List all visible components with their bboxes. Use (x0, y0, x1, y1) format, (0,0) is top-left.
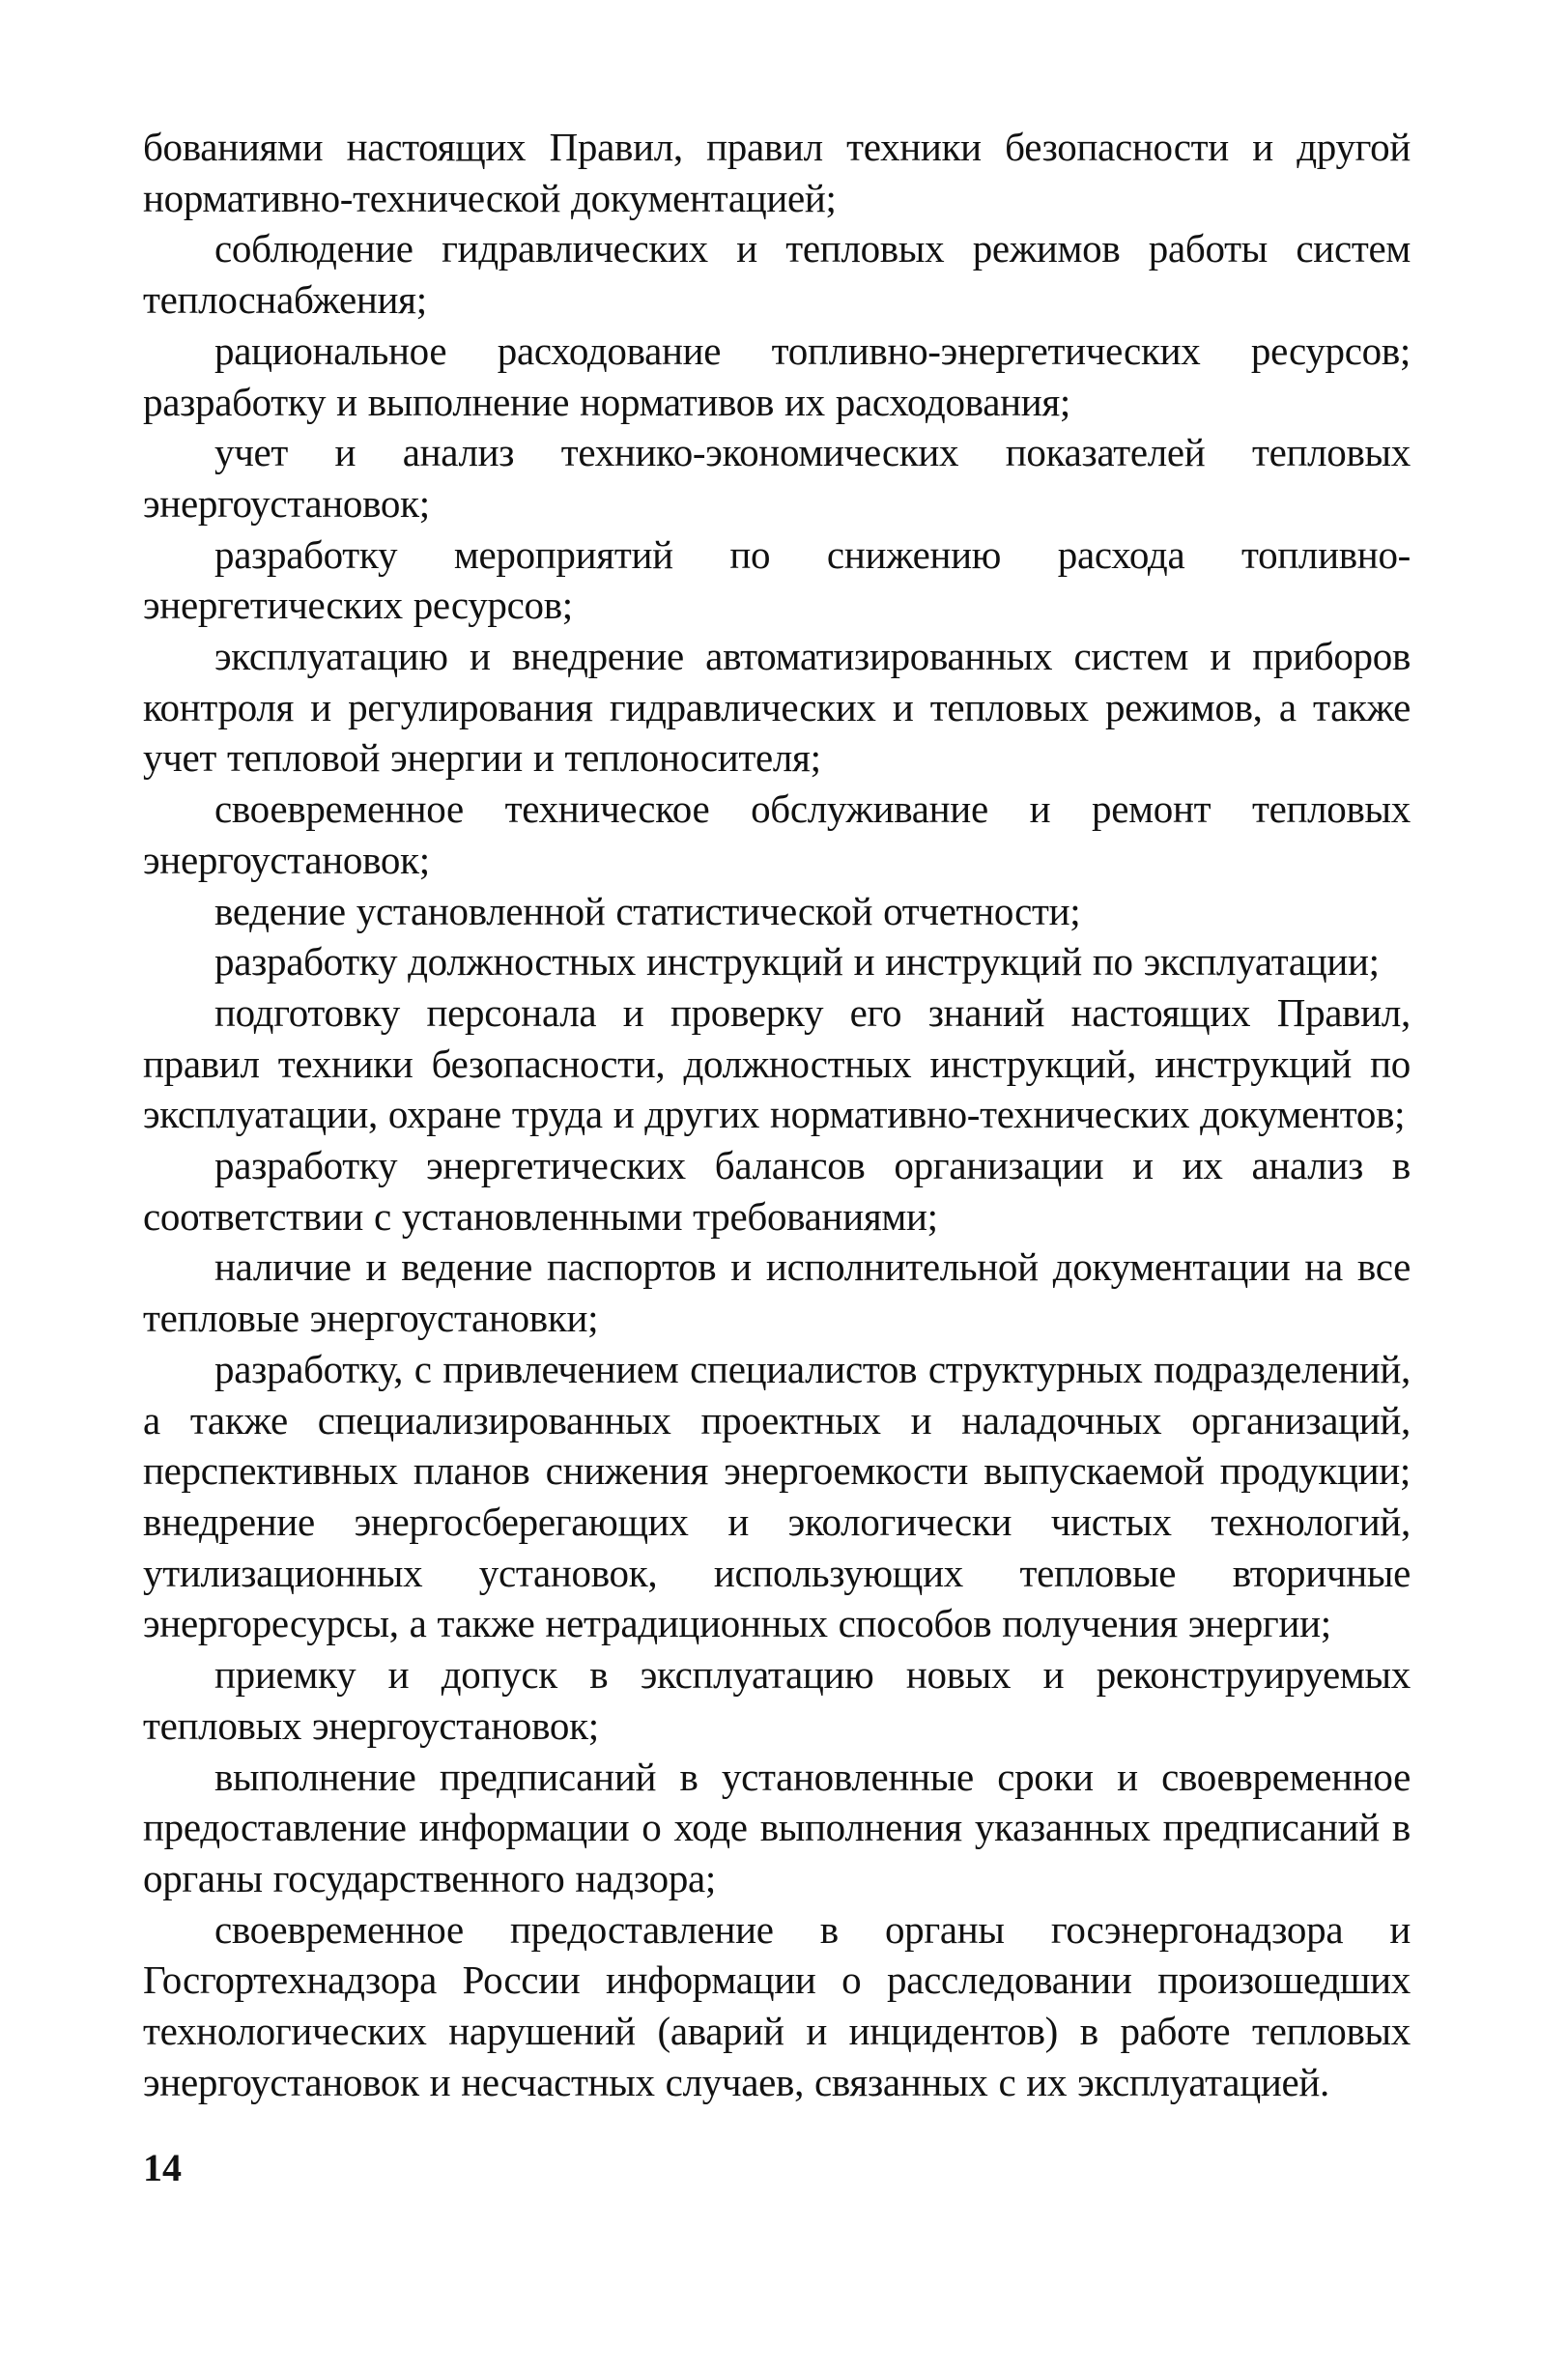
paragraph-hydraulic-modes: соблюдение гидравлических и тепловых режимов работы систем теплоснабжения; (143, 226, 1411, 323)
paragraph-instructions: разработку должностных инструкций и инструкций по эксплуатации; (214, 939, 1380, 985)
paragraph-energy-plans: разработку, с привлечением специалистов структурных подразделений, а также специализированных проектных и наладочных организаций, перспективных планов снижения энергоемкости выпускаемой продукции; внедрение энергосберегающих и экологически чистых технологий, утилизационных установок, использующих тепловые вторичные энергоресурсы, а также нетрадиционных способов получения энергии; (143, 1346, 1411, 1646)
paragraph-reporting: ведение установленной статистической отчетности; (214, 888, 1081, 933)
paragraph-energy-balances: разработку энергетических балансов организации и их анализ в соответствии с установленными требованиями; (143, 1143, 1411, 1239)
paragraph-resource-usage: рациональное расходование топливно-энергетических ресурсов; разработку и выполнение нормативов их расходования; (143, 328, 1411, 424)
paragraph-consumption-reduction: разработку мероприятий по снижению расхода топливно-энергетических ресурсов; (143, 531, 1411, 628)
paragraph-passports: наличие и ведение паспортов и исполнительной документации на все тепловые энергоустановки; (143, 1244, 1411, 1341)
paragraph-automation: эксплуатацию и внедрение автоматизированных систем и приборов контроля и регулирования гидравлических и тепловых режимов, а также учет тепловой энергии и теплоносителя; (143, 634, 1411, 781)
paragraph-commissioning: приемку и допуск в эксплуатацию новых и реконструируемых тепловых энергоустановок; (143, 1652, 1411, 1748)
page-number: 14 (143, 2146, 182, 2189)
paragraph-indicators: учет и анализ технико-экономических показателей тепловых энергоустановок; (143, 430, 1411, 526)
paragraph-incident-reporting: своевременное предоставление в органы госэнергонадзора и Госгортехнадзора России информации о расследовании произошедших технологических нарушений (аварий и инцидентов) в работе тепловых энергоустановок и несчастных случаев, связанных с их эксплуатацией. (143, 1906, 1411, 2104)
paragraph-personnel-training: подготовку персонала и проверку его знаний настоящих Правил, правил техники безопасности, должностных инструкций, инструкций по эксплуатации, охране труда и других нормативно-технических документов; (143, 989, 1411, 1137)
paragraph-continuation: бованиями настоящих Правил, правил техники безопасности и другой нормативно-технической документацией; (143, 125, 1411, 220)
paragraph-maintenance: своевременное техническое обслуживание и ремонт тепловых энергоустановок; (143, 786, 1411, 882)
paragraph-prescriptions: выполнение предписаний в установленные сроки и своевременное предоставление информации о ходе выполнения указанных предписаний в органы государственного надзора; (143, 1754, 1411, 1900)
body-text (143, 122, 1411, 2107)
